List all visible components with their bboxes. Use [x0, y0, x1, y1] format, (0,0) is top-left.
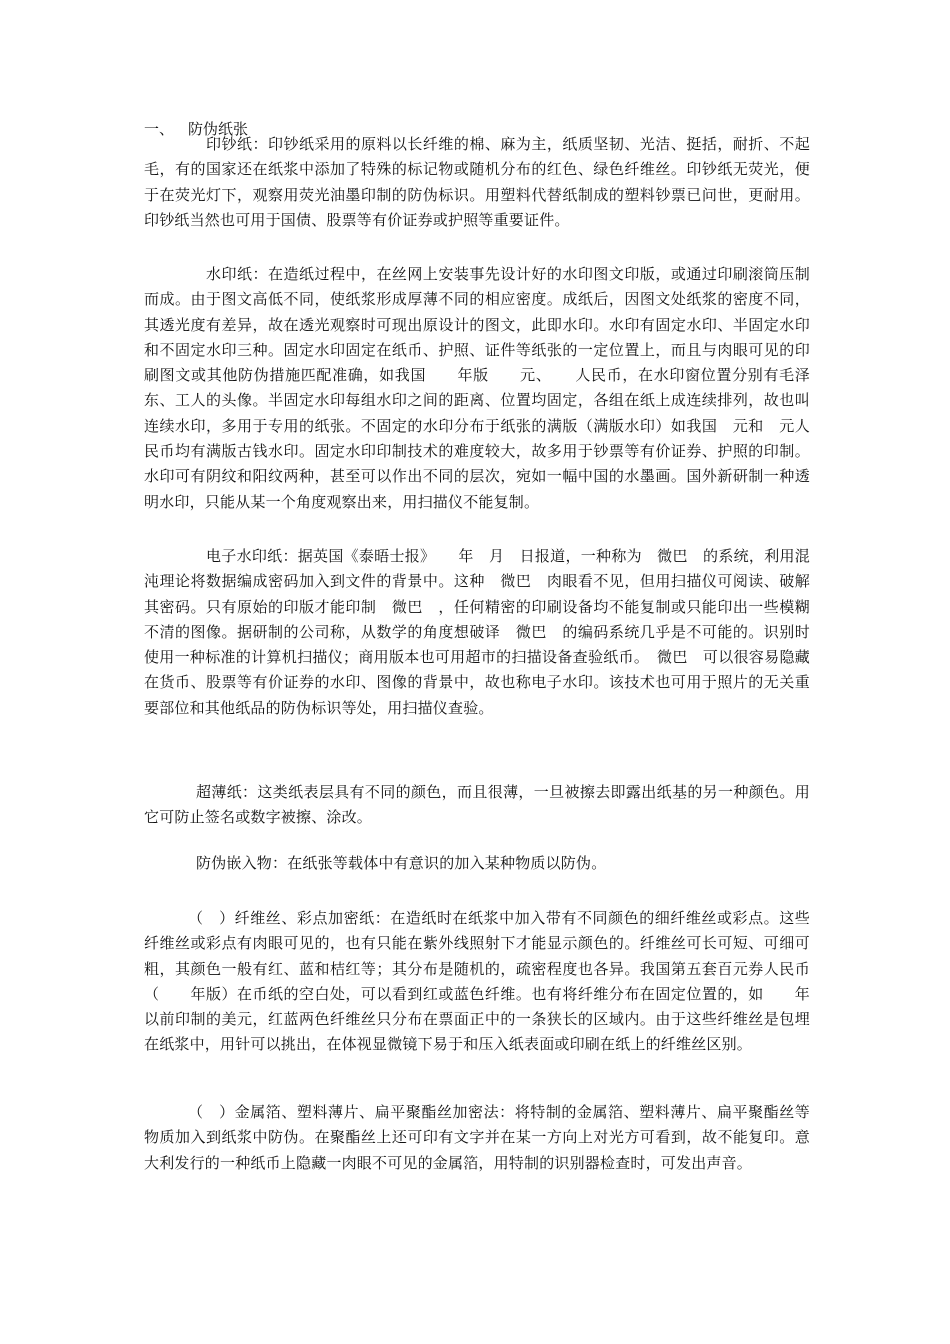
paragraph-watermark-paper: 水印纸：在造纸过程中，在丝网上安装事先设计好的水印图文印版，或通过印刷滚筒压制而成。由于图文高低不同，使纸浆形成厚薄不同的相应密度。成纸后，因图文处纸浆的密度不同，其透光度有差异，故在透光观察时可现出原设计的图文，此即水印。水印有固定水印、半固定水印和不固定水印三种。固定水印固定在纸币、护照、证件等纸张的一定位置上，而且与肉眼可见的印刷图文或其他防伪措施匹配准确，如我国 年版 元、 人民币，在水印窗位置分别有毛泽东、工人的头像。半固定水印每组水印之间的距离、位置均固定，各组在纸上成连续排列，故也叫连续水印，多用于专用的纸张。不固定的水印分布于纸张的满版（满版水印）如我国 元和 元人民币均有满版古钱水印。固定水印印制技术的难度较大，故多用于钞票等有价证券、护照的印制。水印可有阴纹和阳纹两种，甚至可以作出不同的层次，宛如一幅中国的水墨画。国外新研制一种透明水印，只能从某一个角度观察出来，用扫描仪不能复制。	[144, 265, 810, 511]
paragraph-banknote-paper: 印钞纸：印钞纸采用的原料以长纤维的棉、麻为主，纸质坚韧、光洁、挺括，耐折、不起毛，有的国家还在纸浆中添加了特殊的标记物或随机分布的红色、绿色纤维丝。印钞纸无荧光，便于在荧光灯下，观察用荧光油墨印制的防伪标识。用塑料代替纸制成的塑料钞票已问世，更耐用。印钞纸当然也可用于国债、股票等有价证券或护照等重要证件。	[144, 135, 810, 229]
paragraph-fiber-dot-paper: （ ）纤维丝、彩点加密纸：在造纸时在纸浆中加入带有不同颜色的细纤维丝或彩点。这些纤维丝或彩点有肉眼可见的，也有只能在紫外线照射下才能显示颜色的。纤维丝可长可短、可细可粗，其颜色一般有红、蓝和桔红等；其分布是随机的，疏密程度也各异。我国第五套百元券人民币（ 年版）在币纸的空白处，可以看到红或蓝色纤维。也有将纤维分布在固定位置的，如 年以前印制的美元，红蓝两色纤维丝只分布在票面正中的一条狭长的区域内。由于这些纤维丝是包埋在纸浆中，用针可以挑出，在体视显微镜下易于和压入纸表面或印刷在纸上的纤维丝区别。	[144, 909, 810, 1054]
paragraph-ultrathin-paper: 超薄纸：这类纸表层具有不同的颜色，而且很薄，一旦被擦去即露出纸基的另一种颜色。用它可防止签名或数字被擦、涂改。	[144, 783, 810, 827]
paragraph-metal-foil-method: （ ）金属箔、塑料薄片、扁平聚酯丝加密法：将特制的金属箔、塑料薄片、扁平聚酯丝等物质加入到纸浆中防伪。在聚酯丝上还可印有文字并在某一方向上对光方可看到，故不能复印。意大利发行的一种纸币上隐藏一肉眼不可见的金属箔，用特制的识别器检查时，可发出声音。	[144, 1103, 810, 1172]
paragraph-electronic-watermark-paper: 电子水印纸：据英国《泰晤士报》 年 月 日报道，一种称为 微巴 的系统，利用混沌理论将数据编成密码加入到文件的背景中。这种 微巴 肉眼看不见，但用扫描仪可阅读、破解其密码。只有原始的印版才能印制 微巴 ，任何精密的印刷设备均不能复制或只能印出一些模糊不清的图像。据研制的公司称，从数学的角度想破译 微巴 的编码系统几乎是不可能的。识别时使用一种标准的计算机扫描仪；商用版本也可用超市的扫描设备查验纸币。 微巴 可以很容易隐藏在货币、股票等有价证券的水印、图像的背景中，故也称电子水印。该技术也可用于照片的无关重要部位和其他纸品的防伪标识等处，用扫描仪查验。	[144, 547, 810, 717]
paragraph-anti-counterfeit-inserts: 防伪嵌入物：在纸张等载体中有意识的加入某种物质以防伪。	[196, 854, 607, 872]
section-number: 一、	[144, 120, 175, 138]
section-title: 防伪纸张	[188, 120, 249, 138]
